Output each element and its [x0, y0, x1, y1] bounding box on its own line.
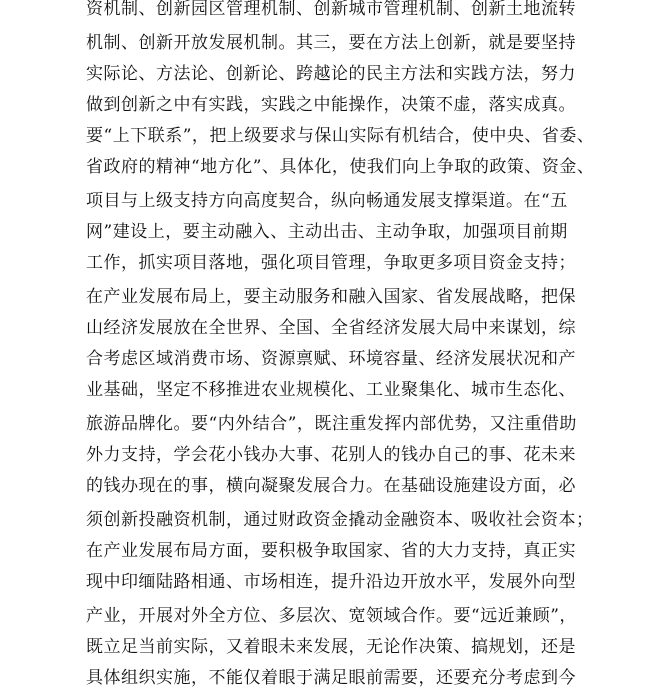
- text-line: 具体组织实施，不能仅着眼于满足眼前需要，还要充分考虑到今: [86, 668, 576, 688]
- text-line: 省政府的精神“地方化”、具体化，使我们向上争取的政策、资金、: [86, 157, 595, 177]
- text-line: 做到创新之中有实践，实践之中能操作，决策不虚，落实成真。: [86, 95, 576, 115]
- text-line: 在产业发展布局方面，要积极争取国家、省的大力支持，真正实: [86, 541, 576, 561]
- text-line: 既立足当前实际，又着眼未来发展，无论作决策、搞规划，还是: [86, 637, 576, 657]
- text-line: 合考虑区域消费市场、资源禀赋、环境容量、经济发展状况和产: [86, 349, 576, 369]
- text-line: 业基础，坚定不移推进农业规模化、工业聚集化、城市生态化、: [86, 380, 576, 400]
- text-line: 要“上下联系”，把上级要求与保山实际有机结合，使中央、省委、: [86, 126, 595, 146]
- text-line: 须创新投融资机制，通过财政资金撬动金融资本、吸收社会资本；: [86, 510, 594, 530]
- text-line: 机制、创新开放发展机制。其三，要在方法上创新，就是要坚持: [86, 33, 576, 53]
- text-line: 资机制、创新园区管理机制、创新城市管理机制、创新土地流转: [86, 0, 576, 19]
- text-line: 网”建设上，要主动融入、主动出击、主动争取，加强项目前期: [86, 222, 568, 242]
- text-line: 项目与上级支持方向高度契合，纵向畅通发展支撑渠道。在“五: [86, 191, 568, 211]
- text-line: 现中印缅陆路相通、市场相连，提升沿边开放水平，发展外向型: [86, 572, 576, 592]
- text-line: 山经济发展放在全世界、全国、全省经济发展大局中来谋划，综: [86, 318, 576, 338]
- text-line: 的钱办现在的事，横向凝聚发展合力。在基础设施建设方面，必: [86, 476, 576, 496]
- text-line: 实际论、方法论、创新论、跨越论的民主方法和实践方法，努力: [86, 64, 576, 84]
- text-line: 外力支持，学会花小钱办大事、花别人的钱办自己的事、花未来: [86, 445, 576, 465]
- text-line: 产业，开展对外全方位、多层次、宽领域合作。要“远近兼顾”，: [86, 606, 577, 626]
- text-line: 旅游品牌化。要“内外结合”，既注重发挥内部优势，又注重借助: [86, 414, 577, 434]
- text-line: 工作，抓实项目落地，强化项目管理，争取更多项目资金支持；: [86, 253, 576, 273]
- text-line: 在产业发展布局上，要主动服务和融入国家、省发展战略，把保: [86, 287, 576, 307]
